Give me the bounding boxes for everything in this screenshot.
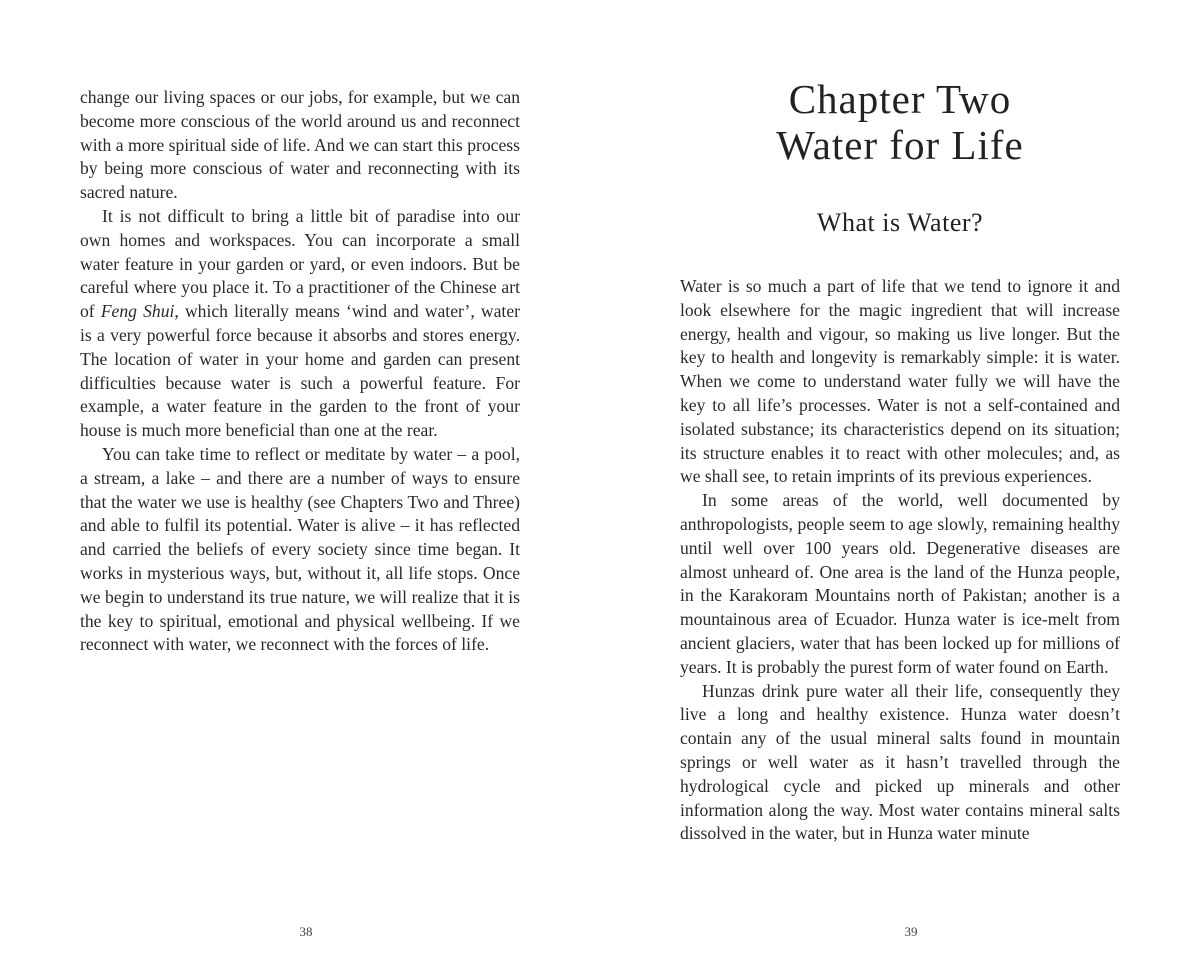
body-paragraph: In some areas of the world, well documented by anthropologists, people seem to age slowly, remaining healthy until well over 100 years old. Degenerative diseases are almost unheard of. One area is the land of the Hunza people, in the Karakoram Mountains north of Pakistan; another is a mountainous area of Ecuador. Hunza water is ice-melt from ancient glaciers, water that has been locked up for millions of years. It is probably the purest form of water found on Earth. [680,490,1120,677]
body-paragraph: Hunzas drink pure water all their life, consequently they live a long and healthy existence. Hunza water doesn’t contain any of the usual mineral salts found in mountain springs or well water as it hasn’t travelled through the hydrological cycle and picked up minerals and other information along the way. Most water contains mineral salts dissolved in the water, but in Hunza water minute [680,680,1120,844]
paragraph-text: It is not difficult to bring a little bit of paradise into our own homes and workspaces. You can incorporate a small water feature in your garden or yard, or even indoors. But be careful where you place it. To a practitioner of the Chinese art of [80,205,520,322]
chapter-title: Water for Life [776,122,1024,168]
right-page [600,0,1200,978]
body-paragraph: change our living spaces or our jobs, for example, but we can become more conscious of the world around us and reconnect with a more spiritual side of life. And we can start this process by being more conscious of water and reconnecting with its sacred nature. [80,87,520,203]
section-heading: What is Water? [816,208,984,237]
paragraph-text: , which literally means ‘wind and water’, water is a very powerful force because it absorbs and stores energy. The location of water in your home and garden can present difficulties because water is such a powerful feature. For example, a water feature in the garden to the front of your house is much more beneficial than one at the rear. [80,301,520,441]
page-number: 38 [299,924,313,939]
emphasized-term: Feng Shui [100,301,175,322]
chapter-heading [600,76,1200,168]
chapter-label: Chapter Two [788,76,1012,122]
right-page-body [680,275,1120,846]
body-paragraph [80,205,520,443]
body-paragraph: Water is so much a part of life that we tend to ignore it and look elsewhere for the magic ingredient that will increase energy, health and vigour, so making us live longer. But the key to health and longevity is remarkably simple: it is water. When we come to understand water fully we will have the key to all life’s processes. Water is not a self-contained and isolated substance; its characteristics depend on its situation; its structure enables it to react with other molecules; and, as we shall see, to retain imprints of its previous experiences. [680,276,1120,487]
page-number: 39 [904,924,918,939]
body-paragraph: You can take time to reflect or meditate by water – a pool, a stream, a lake – and there are a number of ways to ensure that the water we use is healthy (see Chapters Two and Three) and able to fulfil its potential. Water is alive – it has reflected and carried the beliefs of every society since time began. It works in mysterious ways, but, without it, all life stops. Once we begin to understand its true nature, we will realize that it is the key to spiritual, emotional and physical wellbeing. If we reconnect with water, we reconnect with the forces of life. [80,443,520,655]
left-page-body [80,86,520,657]
